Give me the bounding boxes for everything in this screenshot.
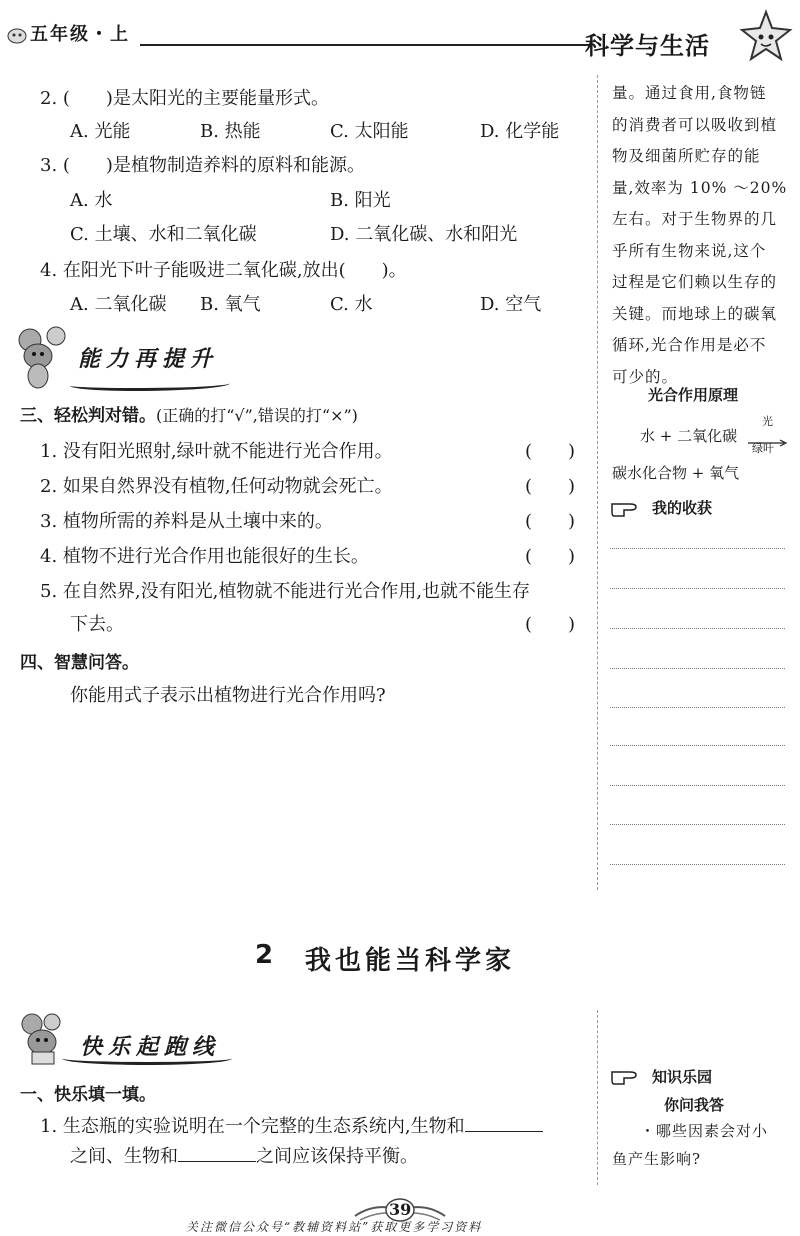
pointing-hand-icon	[610, 496, 644, 522]
sidebar-divider	[597, 75, 598, 890]
fill-blank-2[interactable]	[178, 1143, 256, 1162]
section4-title: 四、智慧问答。	[20, 653, 139, 673]
note-line[interactable]	[610, 588, 785, 589]
answer-paren-3[interactable]: ( )	[525, 511, 576, 532]
note-line[interactable]	[610, 707, 785, 708]
fill-question-1	[40, 1112, 543, 1138]
q2-option-c: C. 太阳能	[330, 121, 409, 142]
answer-paren-2[interactable]: ( )	[525, 476, 576, 497]
judge-item-5-cont: 下去。	[70, 614, 124, 635]
header-rule	[140, 44, 590, 46]
q2-option-b: B. 热能	[200, 121, 261, 142]
equation-left: 水 + 二氧化碳	[640, 427, 738, 445]
section3-note: (正确的打“√”,错误的打“×”)	[156, 406, 358, 425]
section3-heading	[20, 401, 358, 426]
harvest-title: 我的收获	[652, 499, 713, 517]
equation-arrow-bottom: 绿叶	[752, 442, 774, 455]
note-line[interactable]	[610, 824, 785, 825]
q3-option-d: D. 二氧化碳、水和阳光	[330, 224, 518, 245]
question-3: 3. ( )是植物制造养料的原料和能源。	[40, 155, 365, 176]
section4-question: 你能用式子表示出植物进行光合作用吗?	[70, 685, 386, 706]
sidebar-text	[612, 78, 792, 393]
fill-q1-text-a: 1. 生态瓶的实验说明在一个完整的生态系统内,生物和	[40, 1116, 465, 1137]
sidebar-line: 循环,光合作用是必不	[612, 336, 767, 354]
sidebar-line: 过程是它们赖以生存的	[612, 273, 778, 291]
judge-item-4: 4. 植物不进行光合作用也能很好的生长。	[40, 546, 369, 567]
fill-q1-text-c: 之间应该保持平衡。	[256, 1146, 418, 1167]
star-mascot-icon	[738, 8, 794, 68]
equation-arrow-top: 光	[762, 415, 773, 428]
judge-item-5: 5. 在自然界,没有阳光,植物就不能进行光合作用,也就不能生存	[40, 581, 531, 602]
q4-option-b: B. 氧气	[200, 294, 261, 315]
pointing-hand-icon-2	[610, 1064, 644, 1090]
header-icon	[6, 26, 28, 48]
sidebar-line: 量,效率为 10% ～20%	[612, 178, 788, 197]
note-line[interactable]	[610, 668, 785, 669]
section3-title: 三、轻松判对错。	[20, 406, 156, 426]
q4-option-c: C. 水	[330, 294, 373, 315]
banner-start: 快乐起跑线	[80, 1035, 221, 1060]
answer-paren-5[interactable]: ( )	[525, 614, 576, 635]
equation-right: 碳水化合物 + 氧气	[612, 464, 740, 482]
note-line[interactable]	[610, 548, 785, 549]
principle-title: 光合作用原理	[648, 386, 739, 404]
note-line[interactable]	[610, 628, 785, 629]
answer-paren-1[interactable]: ( )	[525, 441, 576, 462]
sidebar-line: 可少的。	[612, 367, 679, 386]
sidebar-divider-2	[597, 1010, 598, 1185]
fill-question-1-cont	[70, 1142, 418, 1168]
question-4: 4. 在阳光下叶子能吸进二氧化碳,放出( )。	[40, 260, 407, 281]
q4-option-d: D. 空气	[480, 294, 542, 315]
note-line[interactable]	[610, 864, 785, 865]
knowledge-question-line1: ・哪些因素会对小	[640, 1122, 769, 1140]
note-line[interactable]	[610, 745, 785, 746]
fill-blank-1[interactable]	[465, 1113, 543, 1132]
mouse-reading-icon	[12, 1010, 76, 1074]
q2-option-d: D. 化学能	[480, 121, 560, 142]
q4-option-a: A. 二氧化碳	[70, 294, 167, 315]
judge-item-3: 3. 植物所需的养料是从土壤中来的。	[40, 511, 333, 532]
question-2: 2. ( )是太阳光的主要能量形式。	[40, 88, 329, 109]
q3-option-c: C. 土壤、水和二氧化碳	[70, 224, 257, 245]
sidebar-line: 物及细菌所贮存的能	[612, 147, 761, 165]
grade-label: 五年级・上	[30, 24, 130, 45]
knowledge-title: 知识乐园	[652, 1068, 713, 1086]
note-line[interactable]	[610, 785, 785, 786]
sidebar-line: 乎所有生物来说,这个	[612, 241, 767, 260]
judge-item-2: 2. 如果自然界没有植物,任何动物就会死亡。	[40, 476, 393, 497]
mouse-mascot-icon	[8, 322, 78, 396]
knowledge-question-line2: 鱼产生影响?	[612, 1150, 702, 1168]
section1-title: 一、快乐填一填。	[20, 1085, 156, 1105]
sidebar-line: 左右。对于生物界的几	[612, 210, 778, 228]
brand-title: 科学与生活	[585, 32, 710, 60]
banner-swoosh	[70, 378, 230, 391]
q2-option-a: A. 光能	[70, 121, 131, 142]
q3-option-b: B. 阳光	[330, 190, 391, 211]
sidebar-line: 量。通过食用,食物链	[612, 84, 767, 102]
fill-q1-text-b: 之间、生物和	[70, 1146, 178, 1167]
knowledge-subtitle: 你问我答	[664, 1096, 725, 1114]
sidebar-line: 的消费者可以吸收到植	[612, 115, 778, 134]
chapter-title: 我也能当科学家	[305, 946, 516, 976]
footer-note: 关注微信公众号“教辅资料站”获取更多学习资料	[186, 1220, 483, 1234]
chapter-number: 2	[255, 940, 278, 970]
answer-paren-4[interactable]: ( )	[525, 546, 576, 567]
banner-ability: 能力再提升	[78, 347, 219, 372]
page-number: 39	[389, 1200, 412, 1219]
judge-item-1: 1. 没有阳光照射,绿叶就不能进行光合作用。	[40, 441, 393, 462]
q3-option-a: A. 水	[70, 190, 113, 211]
sidebar-line: 关键。而地球上的碳氧	[612, 304, 778, 323]
